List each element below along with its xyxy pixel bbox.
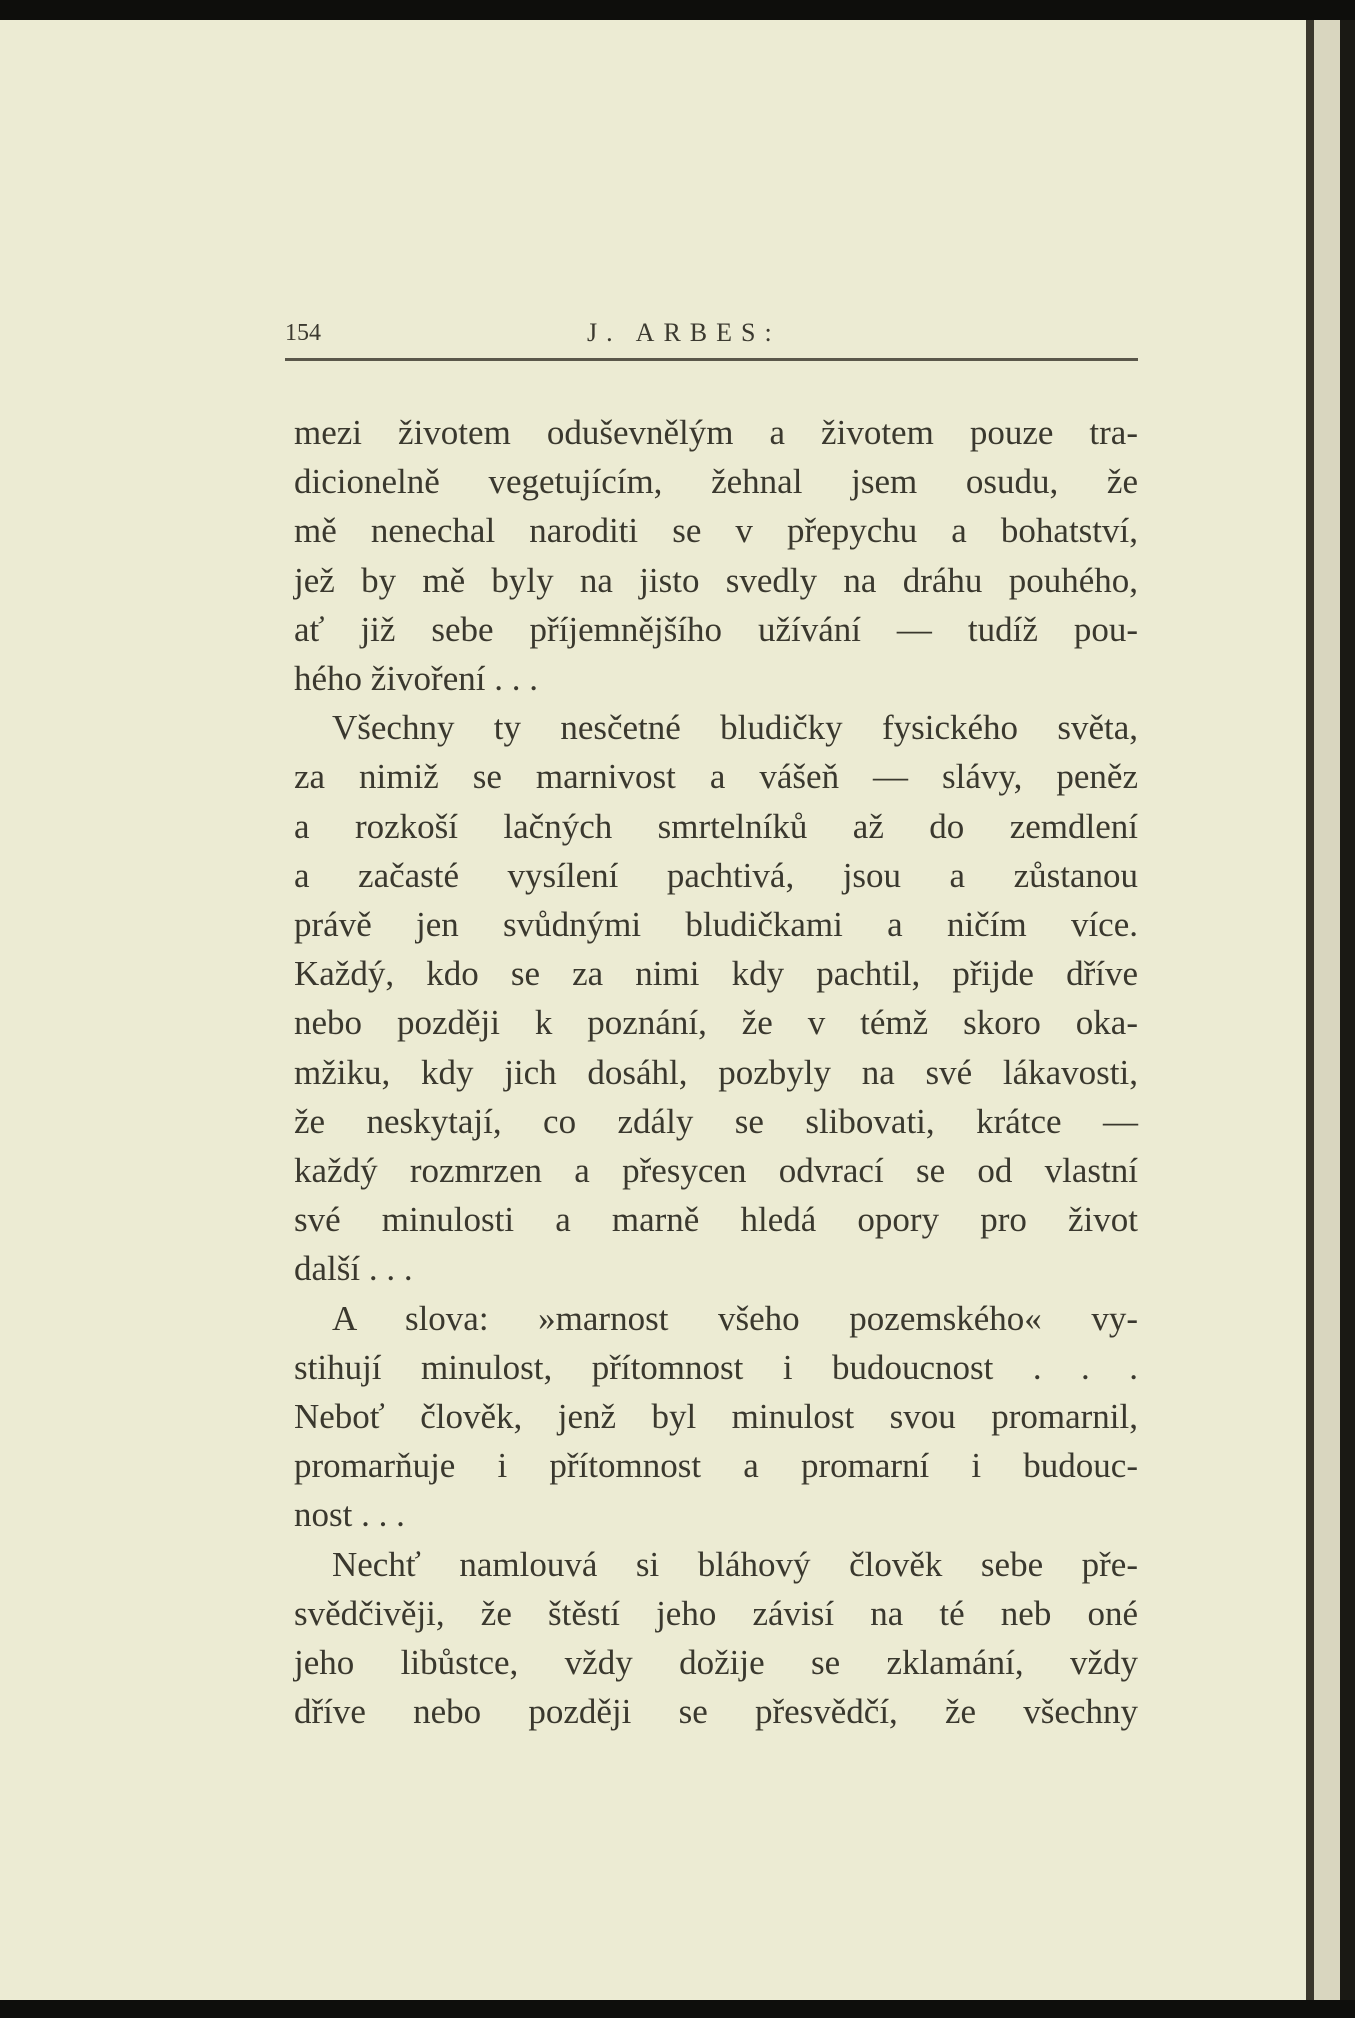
text-line: jež by mě byly na jisto svedly na dráhu pouhého, [294,560,1138,600]
text-line: dříve nebo později se přesvědčí, že všechny [294,1692,1138,1732]
text-line: ať již sebe příjemnějšího užívání — tudíž pou- [294,609,1138,649]
text-line: jeho libůstce, vždy dožije se zklamání, vždy [294,1643,1138,1683]
text-line: Neboť člověk, jenž byl minulost svou promarnil, [294,1397,1138,1437]
text-line: Všechny ty nesčetné bludičky fysického světa, [332,708,1138,748]
text-line: a začasté vysílení pachtivá, jsou a zůstanou [294,855,1138,895]
text-line: promarňuje i přítomnost a promarní i budouc- [294,1446,1138,1486]
text-line: a rozkoší lačných smrtelníků až do zemdlení [294,806,1138,846]
text-line: že neskytají, co zdály se slibovati, krátce — [294,1101,1138,1141]
text-line: každý rozmrzen a přesycen odvrací se od vlastní [294,1151,1138,1191]
text-line: stihují minulost, přítomnost i budoucnost . . . [294,1347,1138,1387]
running-head: J. ARBES: [587,318,781,347]
body-text [294,408,1138,1736]
text-line: A slova: »marnost všeho pozemského« vy- [332,1298,1138,1338]
scan-border [1340,20,1355,2000]
text-line: Každý, kdo se za nimi kdy pachtil, přijde dříve [294,954,1138,994]
book-spine-shadow [1306,20,1314,2000]
text-line: právě jen svůdnými bludičkami a ničím více. [294,905,1138,945]
text-line: další . . . [294,1249,413,1289]
text-line: mezi životem oduševnělým a životem pouze tra- [294,413,1138,452]
text-line: nost . . . [294,1495,405,1535]
text-line: mžiku, kdy jich dosáhl, pozbyly na své lákavosti, [294,1052,1138,1092]
page-header [285,318,1138,358]
header-rule [285,358,1138,361]
text-line: dicionelně vegetujícím, žehnal jsem osudu, že [294,462,1138,502]
text-line: za nimiž se marnivost a vášeň — slávy, peněz [294,757,1138,797]
text-line: Nechť namlouvá si bláhový člověk sebe pře- [332,1544,1138,1584]
text-line: svědčivěji, že štěstí jeho závisí na té neb oné [294,1593,1138,1633]
text-line: mě nenechal naroditi se v přepychu a bohatství, [294,511,1138,551]
text-line: své minulosti a marně hledá opory pro život [294,1200,1138,1240]
text-line: hého živoření . . . [294,659,538,699]
page-number: 154 [285,320,321,346]
text-line: nebo později k poznání, že v témž skoro oka- [294,1003,1138,1043]
